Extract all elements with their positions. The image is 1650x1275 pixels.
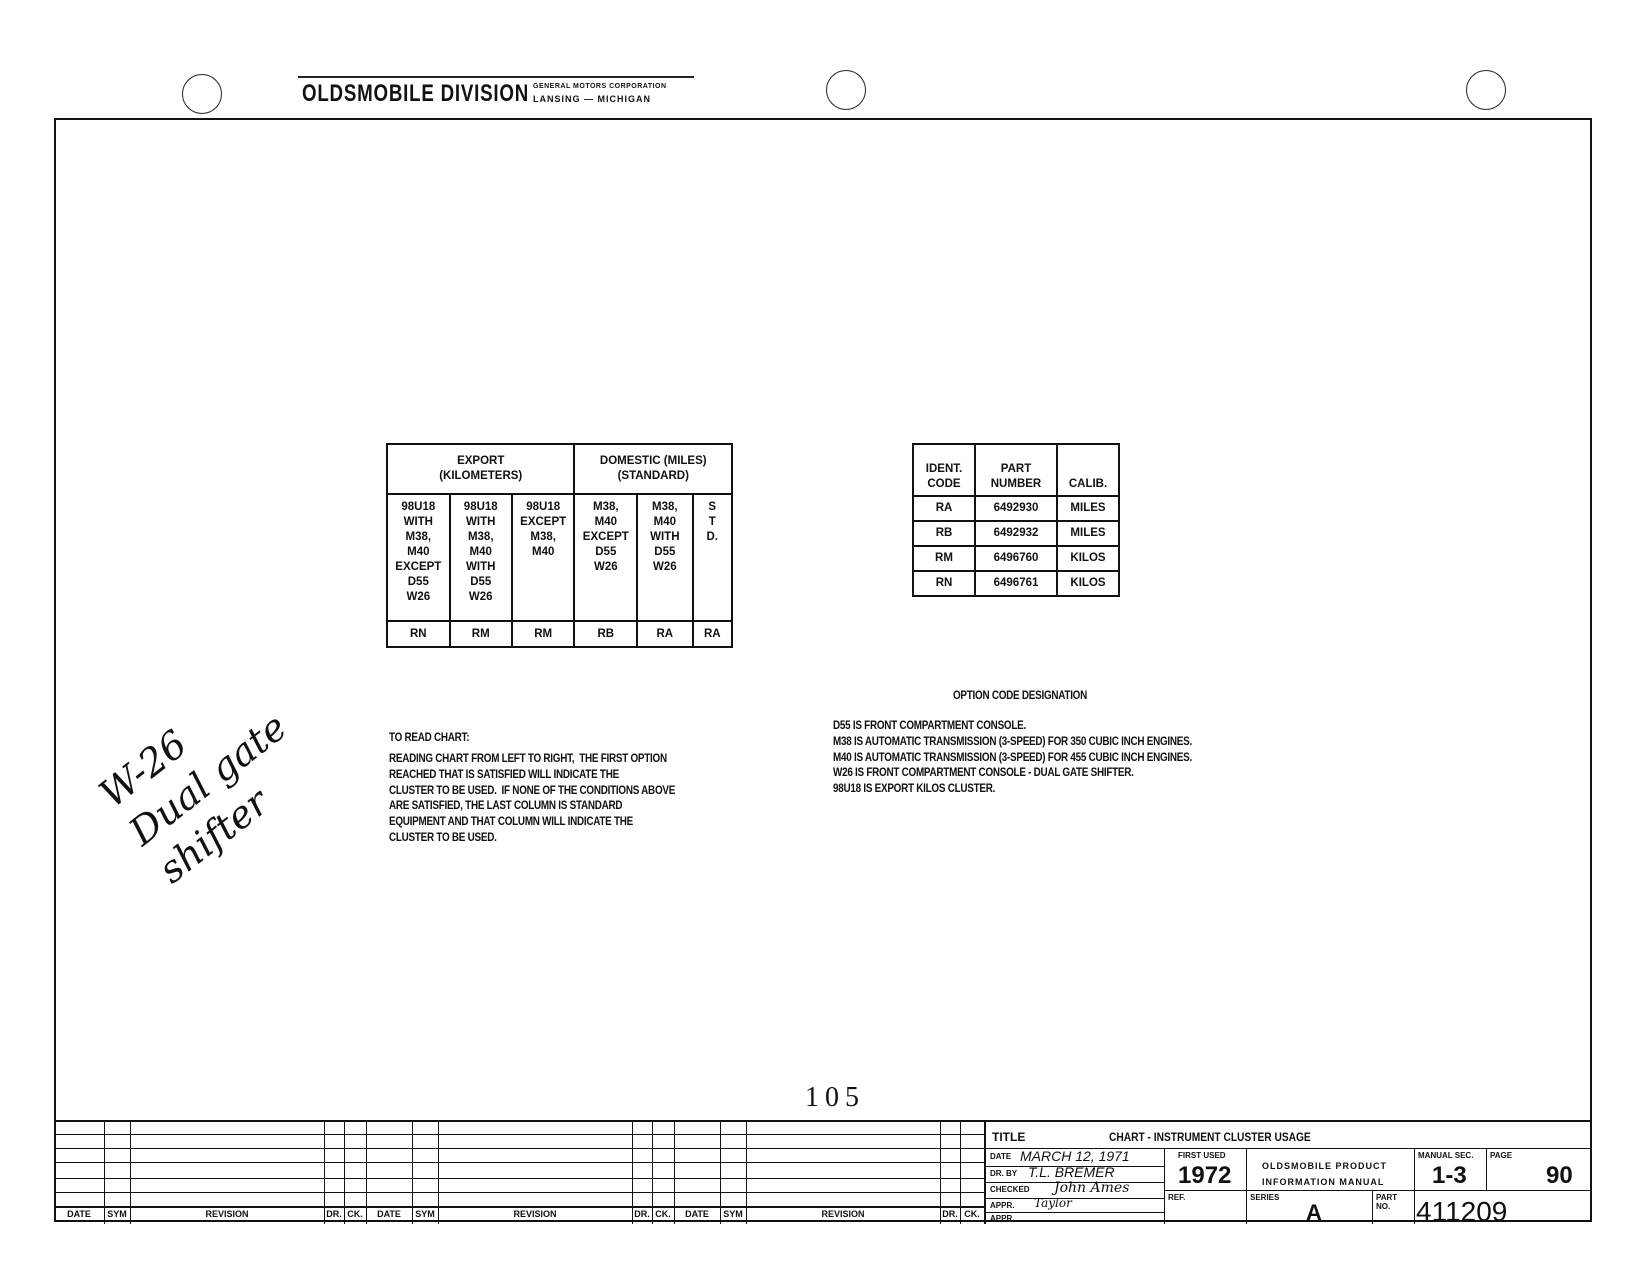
handwritten-note: W-26 Dual gate shifter: [91, 704, 295, 892]
table-cell: MILES: [1057, 521, 1119, 546]
revision-col-sym: SYM: [415, 1209, 435, 1219]
part-no-value: 411209: [1416, 1196, 1508, 1227]
condition-cell: 98U18 EXCEPT M38, M40: [512, 494, 575, 621]
condition-cell: M38, M40 WITH D55 W26: [637, 494, 692, 621]
approved2-label: APPR.: [990, 1214, 1015, 1223]
manual-sec-label: MANUAL SEC.: [1418, 1151, 1474, 1160]
location: LANSING — MICHIGAN: [533, 94, 651, 104]
revision-col-ck: CK.: [655, 1209, 671, 1219]
revision-col-dr: DR.: [942, 1209, 958, 1219]
checked-by: John Ames: [1054, 1180, 1130, 1196]
manual-name: OLDSMOBILE PRODUCT INFORMATION MANUAL: [1262, 1161, 1387, 1187]
date-label: DATE: [990, 1152, 1012, 1161]
table-cell: RN: [913, 571, 975, 596]
corporation-name: GENERAL MOTORS CORPORATION: [533, 83, 667, 90]
manual-sec-value: 1-3: [1432, 1162, 1467, 1189]
binder-hole-right: [1466, 70, 1506, 110]
drawn-by: T.L. BREMER: [1028, 1164, 1115, 1180]
drawing-frame: [54, 118, 1592, 1222]
part-number-header: PART NUMBER: [975, 444, 1057, 496]
cluster-code-cell: RM: [512, 621, 575, 647]
part-number-table: [912, 443, 1120, 597]
ident-code-header: IDENT. CODE: [913, 444, 975, 496]
table-cell: RM: [913, 546, 975, 571]
checked-label: CHECKED: [990, 1185, 1030, 1194]
table-cell: MILES: [1057, 496, 1119, 521]
revision-col-ck: CK.: [964, 1209, 980, 1219]
revision-col-date: DATE: [685, 1209, 709, 1219]
option-code-heading: OPTION CODE DESIGNATION: [953, 690, 1088, 702]
binder-hole-left: [182, 74, 222, 114]
cluster-selection-table: [386, 443, 733, 648]
cluster-code-cell: RN: [387, 621, 450, 647]
title-block: [54, 1120, 1592, 1227]
first-used-year: 1972: [1178, 1162, 1232, 1189]
table-cell: KILOS: [1057, 546, 1119, 571]
revision-col-dr: DR.: [634, 1209, 650, 1219]
approved-by: Taylor: [1034, 1196, 1072, 1210]
table-cell: 6492930: [975, 496, 1057, 521]
revision-col-sym: SYM: [723, 1209, 743, 1219]
revision-col-revision: REVISION: [821, 1209, 865, 1219]
page-label: PAGE: [1490, 1151, 1513, 1160]
domestic-group-header: DOMESTIC (MILES) (STANDARD): [574, 444, 732, 494]
cluster-code-cell: RA: [637, 621, 692, 647]
drawing-date: MARCH 12, 1971: [1020, 1148, 1130, 1164]
page-marker: 105: [805, 1082, 865, 1113]
approved-label: APPR.: [990, 1201, 1015, 1210]
condition-cell: 98U18 WITH M38, M40 WITH D55 W26: [450, 494, 512, 621]
condition-cell: 98U18 WITH M38, M40 EXCEPT D55 W26: [387, 494, 450, 621]
revision-col-dr: DR.: [326, 1209, 342, 1219]
cluster-code-cell: RM: [450, 621, 512, 647]
revision-col-revision: REVISION: [205, 1209, 249, 1219]
first-used-label: FIRST USED: [1178, 1151, 1226, 1160]
export-group-header: EXPORT (KILOMETERS): [387, 444, 574, 494]
table-cell: RA: [913, 496, 975, 521]
drawing-title: CHART - INSTRUMENT CLUSTER USAGE: [1109, 1130, 1311, 1144]
calib-header: CALIB.: [1057, 444, 1119, 496]
page-number: 90: [1546, 1162, 1573, 1189]
division-name: OLDSMOBILE DIVISION: [302, 80, 529, 107]
condition-cell: M38, M40 EXCEPT D55 W26: [574, 494, 637, 621]
binder-hole-center: [826, 70, 866, 110]
revision-col-sym: SYM: [107, 1209, 127, 1219]
how-to-read-heading: TO READ CHART:: [389, 732, 470, 744]
series-value: A: [1306, 1200, 1322, 1225]
option-code-text: D55 IS FRONT COMPARTMENT CONSOLE. M38 IS AUTOMATIC TRANSMISSION (3-SPEED) FOR 350 CUBIC INCH ENGINES. M40 IS AUTOMATIC TRANSMISSION (3-SPEED) FOR 455 CUBIC INCH ENGINES. W26 IS FRONT COMPARTMENT CONSOLE - DUAL GATE SHIFTER. 98U18 IS EXPORT KILOS CLUSTER.: [833, 720, 1192, 796]
revision-col-revision: REVISION: [513, 1209, 557, 1219]
header-rule: [298, 76, 694, 78]
condition-cell: S T D.: [693, 494, 733, 621]
table-cell: 6496760: [975, 546, 1057, 571]
ref-label: REF.: [1168, 1193, 1186, 1202]
revision-col-date: DATE: [377, 1209, 401, 1219]
cluster-code-cell: RA: [693, 621, 733, 647]
part-no-label: PART NO.: [1376, 1193, 1398, 1211]
table-cell: 6492932: [975, 521, 1057, 546]
how-to-read-text: READING CHART FROM LEFT TO RIGHT, THE FIRST OPTION REACHED THAT IS SATISFIED WILL INDICATE THE CLUSTER TO BE USED. IF NONE OF THE CONDITIONS ABOVE ARE SATISFIED, THE LAST COLUMN IS STANDARD EQUIPMENT AND THAT COLUMN WILL INDICATE THE CLUSTER TO BE USED.: [389, 753, 676, 844]
revision-col-ck: CK.: [347, 1209, 363, 1219]
series-label: SERIES: [1250, 1193, 1280, 1202]
table-cell: RB: [913, 521, 975, 546]
revision-col-date: DATE: [67, 1209, 91, 1219]
cluster-code-cell: RB: [574, 621, 637, 647]
table-cell: KILOS: [1057, 571, 1119, 596]
drawn-by-label: DR. BY: [990, 1169, 1018, 1178]
title-label: TITLE: [992, 1130, 1026, 1144]
table-cell: 6496761: [975, 571, 1057, 596]
